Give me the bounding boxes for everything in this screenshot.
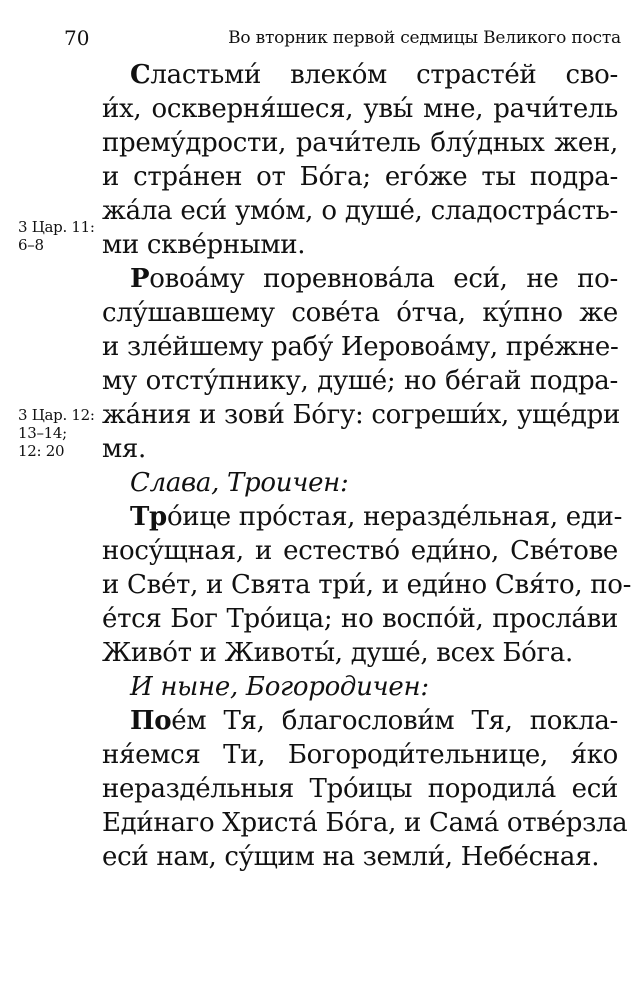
paragraph-initial: Тр: [130, 502, 167, 532]
text-line-content: ластьми́ влеко́м страсте́й сво-: [150, 60, 618, 90]
running-title: Во вторник первой седмицы Великого поста: [228, 28, 621, 48]
text-line-content: овоа́му поревнова́ла еси́, не по-: [149, 264, 618, 294]
text-line: нераздéльныя Тро́ицы породила́ еси́: [102, 774, 618, 804]
margin-note-line: 6–8: [18, 236, 44, 254]
text-line: ми скве́рными.: [102, 230, 306, 260]
section-heading-i-nyne: И ныне, Богородичен:: [130, 672, 429, 702]
text-line: и Све́т, и Свята три́, и еди́но Свя́то, по-: [102, 570, 632, 600]
text-line: и зле́йшему рабу́ Иеровоа́му, пре́жне-: [102, 332, 619, 362]
paragraph-initial: С: [130, 60, 151, 90]
margin-note-line: 3 Цар. 11:: [18, 218, 95, 236]
text-line: прему́дрости, рачи́тель блу́дных жен,: [102, 128, 618, 158]
text-line: е́тся Бог Тро́ица; но воспо́й, просла́ви: [102, 604, 618, 634]
text-line: [102, 704, 618, 738]
text-line: Еди́наго Христа́ Бо́га, и Сама́ отве́рзла: [102, 808, 628, 838]
text-line: [102, 500, 623, 534]
text-line: и́х, оскверня́шеся, увы́ мне, рачи́тель: [102, 94, 618, 124]
margin-note-line: 3 Цар. 12:: [18, 406, 95, 424]
text-line-content: о́ице про́стая, нераздéльная, еди-: [166, 502, 623, 532]
text-line: и стра́нен от Бо́га; его́же ты подра-: [102, 162, 618, 192]
main-text: [102, 58, 632, 874]
text-line: [102, 58, 618, 92]
paragraph-initial: Р: [130, 264, 150, 294]
text-line: [102, 262, 618, 296]
text-line: слу́шавшему сове́та о́тча, ку́пно же: [102, 298, 618, 328]
text-line: ня́емся Ти, Богороди́тельнице, я́ко: [102, 740, 618, 770]
margin-note-line: 12: 20: [18, 442, 65, 460]
text-line: жа́ла еси́ умо́м, о душе́, сладостра́сть-: [102, 196, 618, 226]
text-line: жа́ния и зови́ Бо́гу: согреши́х, уще́дри: [102, 400, 621, 430]
section-heading-slava: Слава, Троичен:: [130, 468, 349, 498]
text-line: Живо́т и Животы́, душе́, всех Бо́га.: [102, 638, 573, 668]
paragraph-initial: По: [130, 706, 172, 736]
margin-note-line: 13–14;: [18, 424, 67, 442]
margin-note-3-kings-12: [18, 406, 102, 460]
text-line: еси́ нам, су́щим на земли́, Небе́сная.: [102, 842, 600, 872]
text-line: носу́щная, и естество́ еди́но, Све́тове: [102, 536, 618, 566]
text-line-content: е́м Тя, благослови́м Тя, покла-: [171, 706, 618, 736]
page-number: 70: [64, 26, 90, 50]
text-line: мя.: [102, 434, 146, 464]
page-header: [0, 24, 641, 54]
text-line: му отсту́пнику, душе́; но бе́гай подра-: [102, 366, 618, 396]
margin-note-3-kings-11: [18, 218, 102, 254]
